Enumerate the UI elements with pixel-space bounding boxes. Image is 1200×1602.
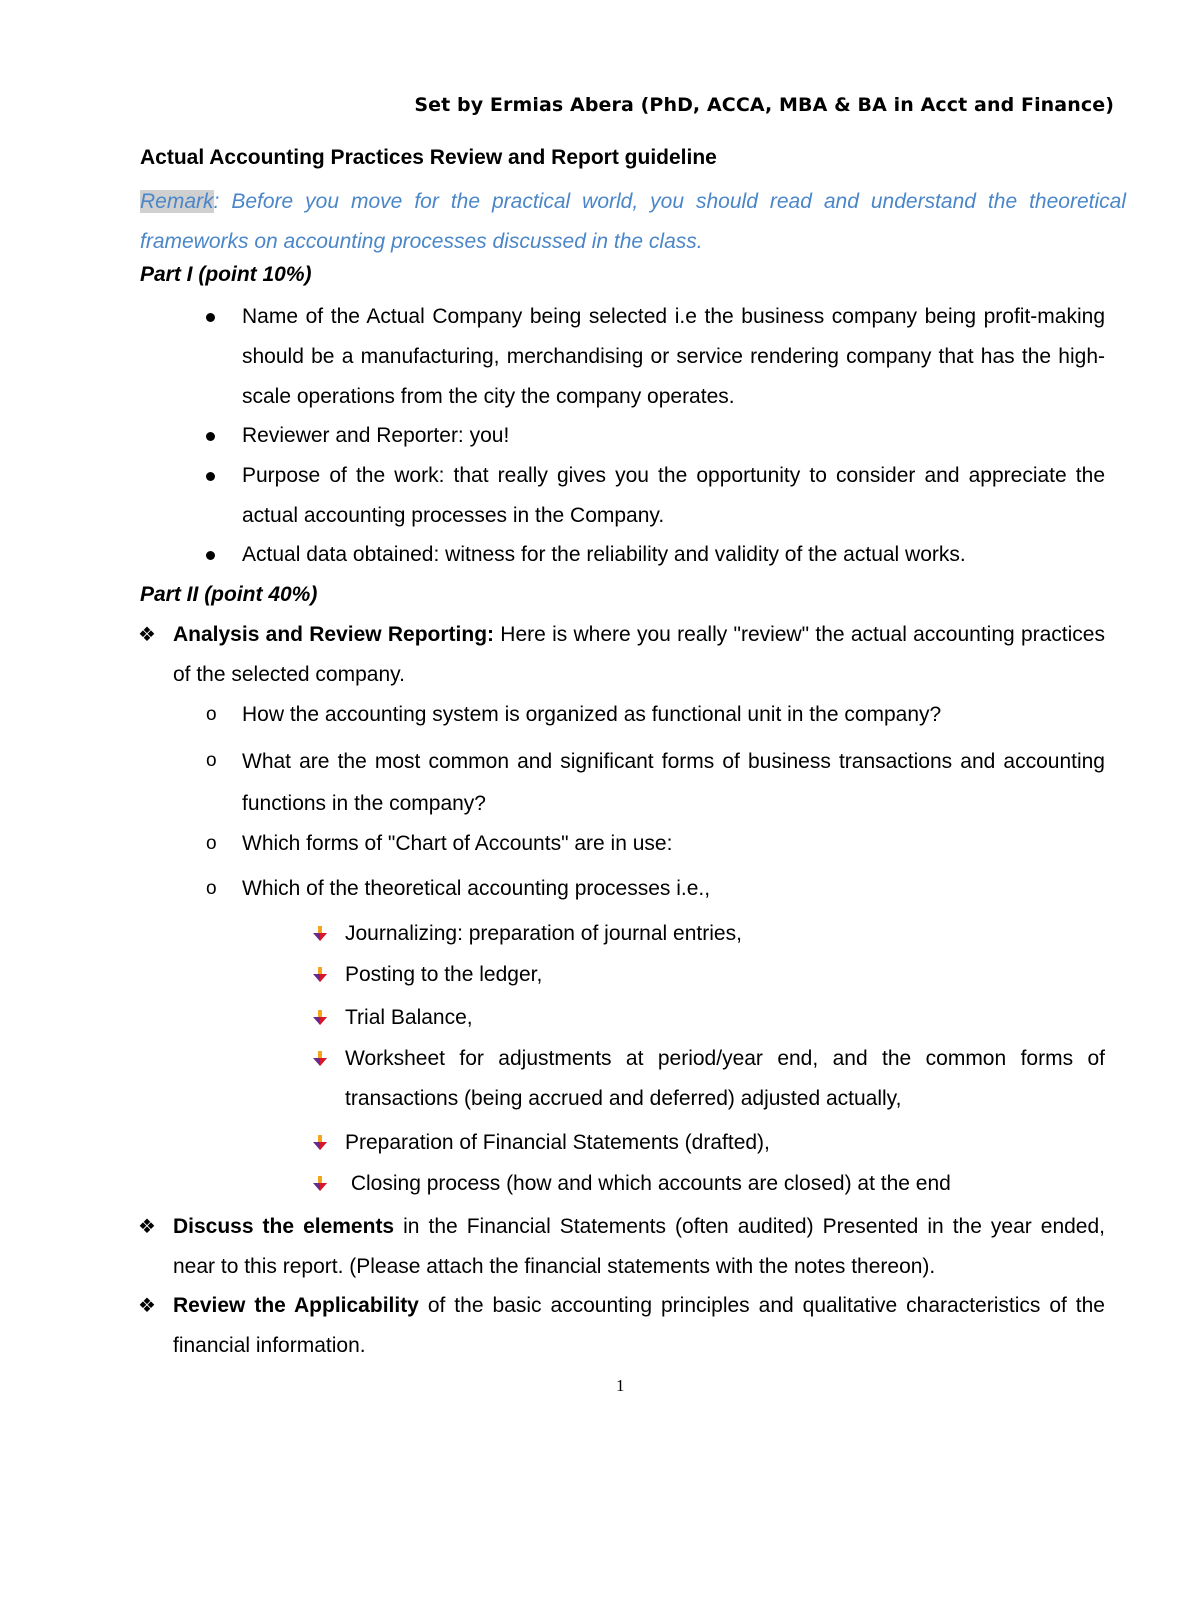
hollow-circle-icon: o (206, 704, 217, 725)
hollow-circle-icon: o (206, 833, 217, 854)
part-1-bullet: Reviewer and Reporter: you! (242, 424, 510, 447)
question-item: How the accounting system is organized as functional unit in the company? (242, 703, 942, 726)
part-1-bullet: Purpose of the work: that really gives you the opportunity to consider and appreciate the actual accounting processes in the Company. (242, 464, 1105, 527)
bullet-icon (206, 432, 215, 441)
arrow-down-icon (311, 1009, 329, 1027)
four-diamond-icon: ❖ (138, 624, 156, 646)
arrow-down-icon (311, 1050, 329, 1068)
process-item: Posting to the ledger, (345, 963, 543, 986)
review-paragraph (173, 1286, 1105, 1366)
arrow-down-icon (311, 925, 329, 943)
question-item: What are the most common and significant forms of business transactions and accounting functions in the company? (242, 750, 1105, 815)
discuss-text: in the Financial Statements (often audited) Presented in the year ended, near to this report. (Please attach the financial statements with the notes thereon). (173, 1215, 1105, 1278)
analysis-bold: Analysis and Review Reporting: (173, 623, 495, 646)
hollow-circle-icon: o (206, 750, 217, 771)
bullet-icon (206, 313, 215, 322)
document-title: Actual Accounting Practices Review and Report guideline (140, 146, 717, 169)
analysis-text: Here is where you really "review" the actual accounting practices of the selected company. (173, 623, 1105, 686)
discuss-paragraph (173, 1207, 1105, 1287)
process-item: Preparation of Financial Statements (drafted), (345, 1131, 770, 1154)
author-header: Set by Ermias Abera (PhD, ACCA, MBA & BA in Acct and Finance) (414, 94, 1114, 116)
question-item: Which forms of "Chart of Accounts" are in use: (242, 832, 673, 855)
arrow-down-icon (311, 966, 329, 984)
process-item: Worksheet for adjustments at period/year end, and the common forms of transactions (being accrued and deferred) adjusted actually, (345, 1047, 1105, 1110)
page-number: 1 (616, 1376, 625, 1395)
arrow-down-icon (311, 1134, 329, 1152)
part-1-heading: Part I (point 10%) (140, 263, 312, 286)
part-2-heading: Part II (point 40%) (140, 583, 318, 606)
hollow-circle-icon: o (206, 878, 217, 899)
discuss-bold: Discuss the elements (173, 1215, 395, 1238)
process-item: Closing process (how and which accounts are closed) at the end (345, 1172, 951, 1195)
bullet-icon (206, 472, 215, 481)
four-diamond-icon: ❖ (138, 1295, 156, 1317)
remark-text: : Before you move for the practical world, you should read and understand the theoretical frameworks on accounting processes discussed in the class. (140, 190, 1126, 253)
process-item: Journalizing: preparation of journal entries, (345, 922, 742, 945)
question-item: Which of the theoretical accounting processes i.e., (242, 877, 711, 900)
analysis-paragraph (173, 615, 1105, 695)
bullet-icon (206, 551, 215, 560)
arrow-down-icon (311, 1175, 329, 1193)
review-bold: Review the Applicability (173, 1294, 419, 1317)
review-text: of the basic accounting principles and qualitative characteristics of the financial information. (173, 1294, 1105, 1357)
remark-paragraph (140, 182, 1126, 262)
remark-label: Remark (140, 190, 214, 213)
part-1-bullet: Name of the Actual Company being selected i.e the business company being profit-making should be a manufacturing, merchandising or service rendering company that has the high-scale operations from the city the company operates. (242, 305, 1105, 408)
process-item: Trial Balance, (345, 1006, 473, 1029)
four-diamond-icon: ❖ (138, 1216, 156, 1238)
part-1-bullet: Actual data obtained: witness for the reliability and validity of the actual works. (242, 543, 966, 566)
